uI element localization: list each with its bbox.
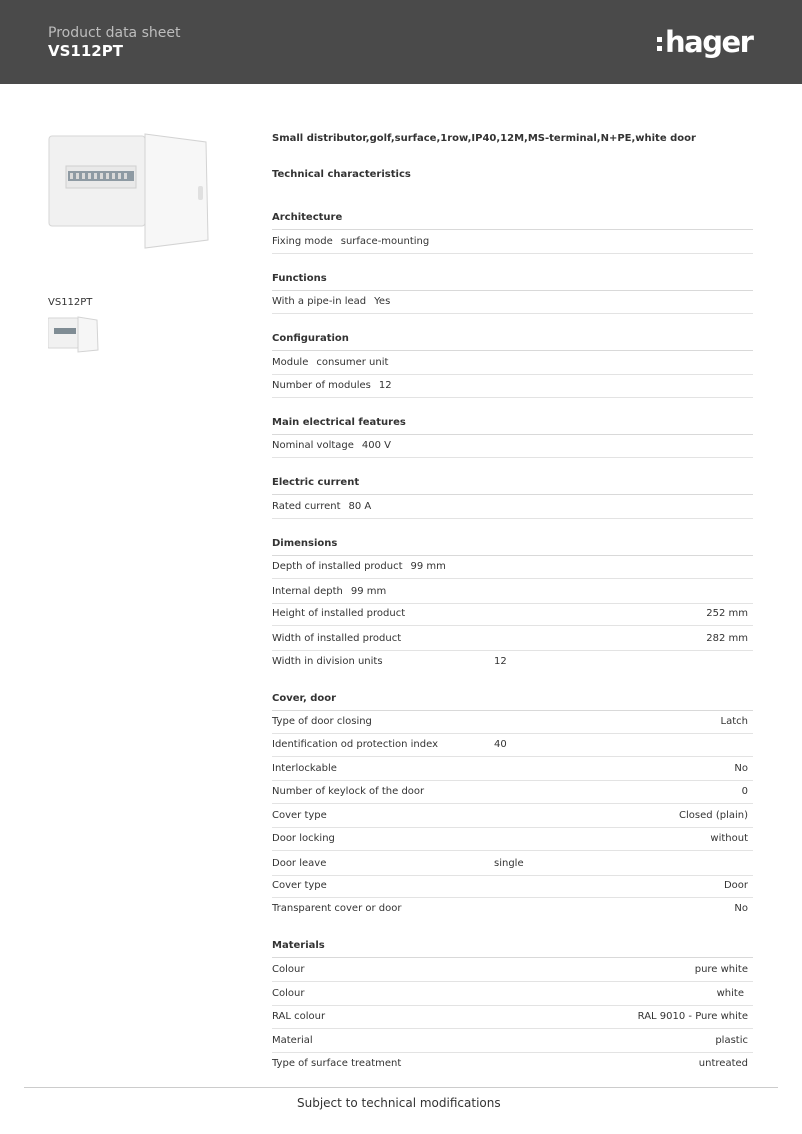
spec-key: Number of keylock of the door bbox=[272, 786, 425, 797]
spec-row bbox=[272, 435, 753, 458]
product-thumbnail[interactable] bbox=[48, 314, 100, 354]
spec-row bbox=[272, 959, 753, 982]
spec-row bbox=[272, 781, 753, 804]
spec-key: Door locking bbox=[272, 833, 335, 844]
side-product-label: VS112PT bbox=[48, 297, 93, 308]
section-heading-dimensions: Dimensions bbox=[272, 538, 753, 556]
spec-row bbox=[272, 983, 753, 1006]
spec-value: 12 bbox=[494, 656, 507, 667]
spec-key: Transparent cover or door bbox=[272, 903, 402, 914]
spec-row bbox=[272, 734, 753, 757]
spec-value: without bbox=[710, 833, 748, 844]
section-heading-cover-door: Cover, door bbox=[272, 693, 753, 711]
spec-key: With a pipe-in lead bbox=[272, 296, 367, 307]
logo-text: hager bbox=[665, 25, 753, 59]
spec-value: consumer unit bbox=[316, 357, 389, 368]
spec-value: RAL 9010 - Pure white bbox=[637, 1011, 748, 1022]
spec-key: Door leave bbox=[272, 858, 327, 869]
spec-row bbox=[272, 352, 753, 375]
spec-row bbox=[272, 828, 753, 851]
section-heading-configuration: Configuration bbox=[272, 333, 753, 351]
spec-key: Interlockable bbox=[272, 763, 337, 774]
footer-divider bbox=[24, 1087, 778, 1088]
spec-key: Width in division units bbox=[272, 656, 383, 667]
spec-row bbox=[272, 711, 753, 734]
spec-row bbox=[272, 231, 753, 254]
spec-value: Latch bbox=[720, 716, 748, 727]
spec-value: pure white bbox=[694, 964, 748, 975]
page-header bbox=[0, 0, 802, 84]
spec-value: 80 A bbox=[348, 501, 372, 512]
spec-row bbox=[272, 1006, 753, 1029]
spec-value: plastic bbox=[715, 1035, 748, 1046]
spec-value: 99 mm bbox=[350, 586, 387, 597]
header-subtitle: Product data sheet bbox=[48, 25, 181, 41]
spec-key: Material bbox=[272, 1035, 313, 1046]
spec-value: 400 V bbox=[361, 440, 392, 451]
spec-row bbox=[272, 651, 753, 673]
product-description: Small distributor,golf,surface,1row,IP40,12M,MS-terminal,N+PE,white door bbox=[272, 133, 696, 144]
logo-dots-icon bbox=[657, 37, 662, 51]
spec-row bbox=[272, 556, 753, 579]
spec-key: Depth of installed product bbox=[272, 561, 403, 572]
spec-value: untreated bbox=[698, 1058, 748, 1069]
spec-value: 12 bbox=[378, 380, 392, 391]
spec-key: Fixing mode bbox=[272, 236, 333, 247]
spec-key: Colour bbox=[272, 988, 305, 999]
spec-row bbox=[272, 603, 753, 626]
spec-row bbox=[272, 628, 753, 651]
spec-key: Type of door closing bbox=[272, 716, 372, 727]
spec-row bbox=[272, 875, 753, 898]
spec-value: Closed (plain) bbox=[679, 810, 748, 821]
hager-logo bbox=[657, 22, 752, 62]
spec-row bbox=[272, 1030, 753, 1053]
section-heading-main-electrical: Main electrical features bbox=[272, 417, 753, 435]
section-heading-materials: Materials bbox=[272, 940, 753, 958]
spec-value: 40 bbox=[494, 739, 507, 750]
product-image bbox=[48, 128, 212, 252]
spec-value: white bbox=[716, 988, 744, 999]
spec-key: Identification od protection index bbox=[272, 739, 439, 750]
spec-key: Type of surface treatment bbox=[272, 1058, 402, 1069]
spec-key: Module bbox=[272, 357, 309, 368]
spec-row bbox=[272, 496, 753, 519]
section-heading-architecture: Architecture bbox=[272, 212, 753, 230]
spec-row bbox=[272, 581, 753, 604]
section-heading-electric-current: Electric current bbox=[272, 477, 753, 495]
spec-value: Yes bbox=[374, 296, 391, 307]
spec-key: Cover type bbox=[272, 810, 327, 821]
spec-value: 282 mm bbox=[706, 633, 748, 644]
technical-heading: Technical characteristics bbox=[272, 169, 411, 180]
spec-key: Colour bbox=[272, 964, 305, 975]
spec-key: Number of modules bbox=[272, 380, 371, 391]
spec-value: No bbox=[734, 763, 748, 774]
spec-value: surface-mounting bbox=[340, 236, 430, 247]
spec-value: 0 bbox=[741, 786, 748, 797]
spec-key: Rated current bbox=[272, 501, 341, 512]
spec-value: single bbox=[494, 858, 524, 869]
spec-row bbox=[272, 291, 753, 314]
footer-note: Subject to technical modifications bbox=[297, 1096, 501, 1110]
spec-value: 99 mm bbox=[410, 561, 446, 572]
spec-key: Cover type bbox=[272, 880, 327, 891]
spec-value: Door bbox=[723, 880, 748, 891]
spec-value: 252 mm bbox=[706, 608, 748, 619]
spec-key: RAL colour bbox=[272, 1011, 326, 1022]
spec-key: Height of installed product bbox=[272, 608, 406, 619]
spec-row bbox=[272, 758, 753, 781]
spec-key: Width of installed product bbox=[272, 633, 402, 644]
spec-value: No bbox=[734, 903, 748, 914]
spec-row bbox=[272, 375, 753, 398]
spec-row bbox=[272, 853, 753, 876]
section-heading-functions: Functions bbox=[272, 273, 753, 291]
spec-row bbox=[272, 805, 753, 828]
header-title: VS112PT bbox=[48, 42, 123, 60]
spec-row bbox=[272, 898, 753, 920]
spec-key: Nominal voltage bbox=[272, 440, 354, 451]
spec-key: Internal depth bbox=[272, 586, 343, 597]
spec-row bbox=[272, 1053, 753, 1075]
